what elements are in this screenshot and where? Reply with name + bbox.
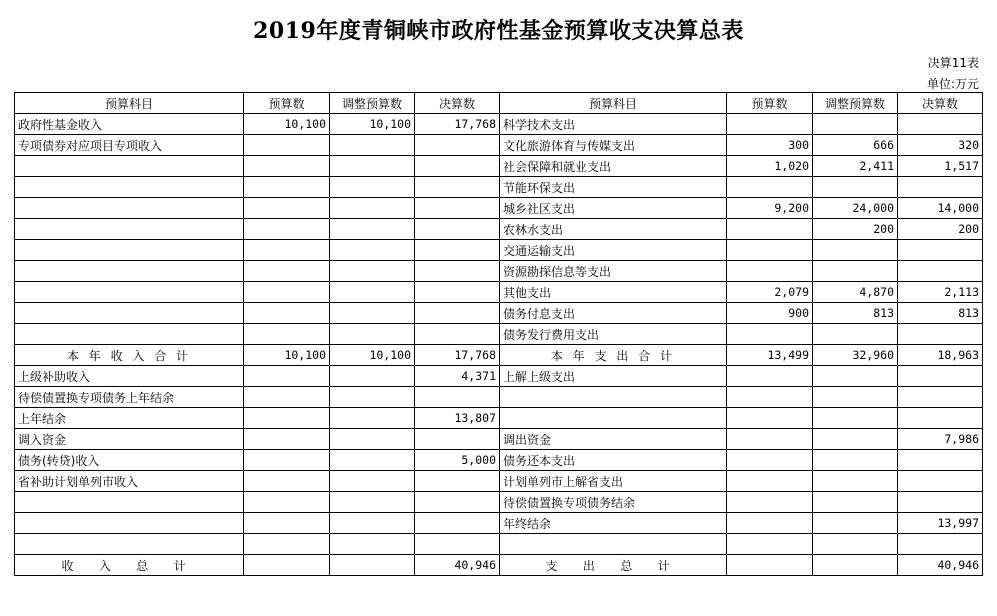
expenditure-item-cell: 城乡社区支出 <box>500 198 727 219</box>
table-row <box>15 303 983 324</box>
value-cell <box>415 219 500 240</box>
value-cell: 7,986 <box>898 429 983 450</box>
value-cell <box>727 366 813 387</box>
value-cell <box>330 324 415 345</box>
value-cell <box>727 219 813 240</box>
value-cell <box>244 240 330 261</box>
header-cell: 调整预算数 <box>813 93 898 114</box>
value-cell <box>813 114 898 135</box>
value-cell <box>727 534 813 555</box>
value-cell <box>415 156 500 177</box>
value-cell <box>244 177 330 198</box>
value-cell <box>727 450 813 471</box>
value-cell: 18,963 <box>898 345 983 366</box>
header-cell: 决算数 <box>415 93 500 114</box>
value-cell <box>727 261 813 282</box>
expenditure-item-cell: 文化旅游体育与传媒支出 <box>500 135 727 156</box>
value-cell <box>244 408 330 429</box>
value-cell <box>415 135 500 156</box>
unit-label: 单位:万元 <box>926 77 979 91</box>
value-cell <box>415 198 500 219</box>
value-cell: 24,000 <box>813 198 898 219</box>
table-row <box>15 534 983 555</box>
value-cell <box>244 387 330 408</box>
value-cell <box>898 240 983 261</box>
header-cell: 调整预算数 <box>330 93 415 114</box>
value-cell: 300 <box>727 135 813 156</box>
value-cell <box>330 534 415 555</box>
revenue-item-cell <box>15 198 244 219</box>
value-cell: 40,946 <box>898 555 983 576</box>
value-cell: 17,768 <box>415 114 500 135</box>
value-cell <box>244 303 330 324</box>
value-cell: 13,997 <box>898 513 983 534</box>
expenditure-item-cell: 债务发行费用支出 <box>500 324 727 345</box>
value-cell <box>330 408 415 429</box>
expenditure-item-cell <box>500 534 727 555</box>
value-cell <box>813 492 898 513</box>
value-cell <box>727 114 813 135</box>
table-row <box>15 387 983 408</box>
value-cell <box>415 492 500 513</box>
value-cell <box>330 450 415 471</box>
revenue-item-cell <box>15 492 244 513</box>
value-cell: 14,000 <box>898 198 983 219</box>
value-cell: 5,000 <box>415 450 500 471</box>
revenue-item-cell <box>15 219 244 240</box>
value-cell: 17,768 <box>415 345 500 366</box>
subtotal-row <box>15 345 983 366</box>
value-cell <box>415 177 500 198</box>
value-cell: 200 <box>813 219 898 240</box>
revenue-item-cell: 本 年 收 入 合 计 <box>15 345 244 366</box>
value-cell <box>244 492 330 513</box>
table-row <box>15 219 983 240</box>
value-cell <box>898 261 983 282</box>
value-cell <box>330 261 415 282</box>
value-cell <box>898 387 983 408</box>
value-cell: 40,946 <box>415 555 500 576</box>
value-cell <box>727 513 813 534</box>
revenue-item-cell: 专项债券对应项目专项收入 <box>15 135 244 156</box>
value-cell <box>330 240 415 261</box>
value-cell: 200 <box>898 219 983 240</box>
header-cell: 决算数 <box>898 93 983 114</box>
revenue-item-cell <box>15 240 244 261</box>
revenue-item-cell: 上年结余 <box>15 408 244 429</box>
value-cell <box>330 282 415 303</box>
expenditure-item-cell: 交通运输支出 <box>500 240 727 261</box>
value-cell <box>813 261 898 282</box>
value-cell: 4,371 <box>415 366 500 387</box>
value-cell <box>244 282 330 303</box>
value-cell <box>727 240 813 261</box>
value-cell: 4,870 <box>813 282 898 303</box>
budget-table <box>14 92 983 576</box>
revenue-item-cell <box>15 261 244 282</box>
header-cell: 预算科目 <box>500 93 727 114</box>
value-cell <box>330 555 415 576</box>
table-row <box>15 282 983 303</box>
value-cell <box>415 324 500 345</box>
value-cell <box>898 471 983 492</box>
value-cell <box>727 555 813 576</box>
value-cell <box>898 177 983 198</box>
table-row <box>15 135 983 156</box>
revenue-item-cell: 政府性基金收入 <box>15 114 244 135</box>
revenue-item-cell <box>15 156 244 177</box>
value-cell <box>727 471 813 492</box>
expenditure-item-cell <box>500 387 727 408</box>
value-cell <box>898 492 983 513</box>
value-cell <box>898 114 983 135</box>
table-row <box>15 261 983 282</box>
expenditure-item-cell: 债务付息支出 <box>500 303 727 324</box>
table-row <box>15 324 983 345</box>
value-cell <box>813 450 898 471</box>
value-cell <box>244 513 330 534</box>
expenditure-item-cell: 社会保障和就业支出 <box>500 156 727 177</box>
value-cell <box>330 513 415 534</box>
table-row <box>15 366 983 387</box>
value-cell <box>813 324 898 345</box>
value-cell: 1,020 <box>727 156 813 177</box>
value-cell <box>415 534 500 555</box>
value-cell <box>813 429 898 450</box>
value-cell: 10,100 <box>244 114 330 135</box>
header-cell: 预算数 <box>244 93 330 114</box>
value-cell: 813 <box>813 303 898 324</box>
value-cell: 13,807 <box>415 408 500 429</box>
value-cell: 10,100 <box>244 345 330 366</box>
value-cell <box>415 429 500 450</box>
table-row <box>15 492 983 513</box>
value-cell: 813 <box>898 303 983 324</box>
revenue-item-cell <box>15 324 244 345</box>
value-cell: 9,200 <box>727 198 813 219</box>
revenue-item-cell <box>15 534 244 555</box>
revenue-item-cell: 债务(转贷)收入 <box>15 450 244 471</box>
expenditure-item-cell <box>500 408 727 429</box>
table-row <box>15 450 983 471</box>
value-cell <box>813 408 898 429</box>
value-cell <box>330 303 415 324</box>
expenditure-item-cell: 本 年 支 出 合 计 <box>500 345 727 366</box>
value-cell <box>813 555 898 576</box>
value-cell <box>898 450 983 471</box>
header-cell: 预算数 <box>727 93 813 114</box>
expenditure-item-cell: 年终结余 <box>500 513 727 534</box>
value-cell <box>727 408 813 429</box>
revenue-item-cell: 收 入 总 计 <box>15 555 244 576</box>
value-cell <box>415 282 500 303</box>
table-row <box>15 408 983 429</box>
value-cell <box>813 387 898 408</box>
revenue-item-cell: 待偿债置换专项债务上年结余 <box>15 387 244 408</box>
expenditure-item-cell: 支 出 总 计 <box>500 555 727 576</box>
value-cell <box>813 366 898 387</box>
expenditure-item-cell: 调出资金 <box>500 429 727 450</box>
expenditure-item-cell: 计划单列市上解省支出 <box>500 471 727 492</box>
value-cell <box>330 219 415 240</box>
value-cell <box>727 177 813 198</box>
value-cell <box>415 387 500 408</box>
value-cell <box>244 135 330 156</box>
value-cell: 2,113 <box>898 282 983 303</box>
expenditure-item-cell: 节能环保支出 <box>500 177 727 198</box>
expenditure-item-cell: 农林水支出 <box>500 219 727 240</box>
value-cell <box>727 429 813 450</box>
table-row <box>15 177 983 198</box>
value-cell <box>244 429 330 450</box>
value-cell: 900 <box>727 303 813 324</box>
table-row <box>15 114 983 135</box>
value-cell <box>330 387 415 408</box>
value-cell <box>330 492 415 513</box>
value-cell <box>244 450 330 471</box>
value-cell <box>244 198 330 219</box>
value-cell: 1,517 <box>898 156 983 177</box>
table-row <box>15 240 983 261</box>
revenue-item-cell <box>15 282 244 303</box>
value-cell: 32,960 <box>813 345 898 366</box>
value-cell <box>727 387 813 408</box>
value-cell <box>415 303 500 324</box>
value-cell <box>330 429 415 450</box>
value-cell <box>330 471 415 492</box>
revenue-item-cell: 上级补助收入 <box>15 366 244 387</box>
page-title: 2019年度青铜峡市政府性基金预算收支决算总表 <box>253 18 744 44</box>
value-cell: 320 <box>898 135 983 156</box>
value-cell <box>244 156 330 177</box>
value-cell: 2,411 <box>813 156 898 177</box>
value-cell <box>813 513 898 534</box>
value-cell <box>244 219 330 240</box>
value-cell <box>813 471 898 492</box>
value-cell <box>898 534 983 555</box>
revenue-item-cell: 调入资金 <box>15 429 244 450</box>
table-row <box>15 429 983 450</box>
value-cell <box>244 324 330 345</box>
value-cell <box>415 240 500 261</box>
value-cell <box>415 471 500 492</box>
value-cell <box>415 513 500 534</box>
header-cell: 预算科目 <box>15 93 244 114</box>
revenue-item-cell <box>15 303 244 324</box>
grand-total-row <box>15 555 983 576</box>
value-cell <box>330 366 415 387</box>
value-cell <box>244 555 330 576</box>
value-cell <box>813 240 898 261</box>
value-cell <box>898 324 983 345</box>
table-row <box>15 156 983 177</box>
value-cell: 666 <box>813 135 898 156</box>
value-cell <box>244 534 330 555</box>
header-row <box>15 93 983 114</box>
value-cell: 13,499 <box>727 345 813 366</box>
value-cell <box>727 492 813 513</box>
expenditure-item-cell: 科学技术支出 <box>500 114 727 135</box>
revenue-item-cell: 省补助计划单列市收入 <box>15 471 244 492</box>
table-row <box>15 513 983 534</box>
expenditure-item-cell: 待偿债置换专项债务结余 <box>500 492 727 513</box>
value-cell <box>330 198 415 219</box>
value-cell <box>813 534 898 555</box>
value-cell <box>330 135 415 156</box>
value-cell <box>415 261 500 282</box>
expenditure-item-cell: 其他支出 <box>500 282 727 303</box>
table-row <box>15 198 983 219</box>
value-cell <box>244 261 330 282</box>
value-cell <box>727 324 813 345</box>
value-cell <box>244 366 330 387</box>
value-cell: 10,100 <box>330 345 415 366</box>
expenditure-item-cell: 上解上级支出 <box>500 366 727 387</box>
table-code: 决算11表 <box>927 56 979 70</box>
revenue-item-cell <box>15 513 244 534</box>
value-cell <box>330 156 415 177</box>
value-cell: 2,079 <box>727 282 813 303</box>
revenue-item-cell <box>15 177 244 198</box>
value-cell <box>898 366 983 387</box>
expenditure-item-cell: 资源勘探信息等支出 <box>500 261 727 282</box>
value-cell <box>898 408 983 429</box>
value-cell <box>330 177 415 198</box>
expenditure-item-cell: 债务还本支出 <box>500 450 727 471</box>
value-cell: 10,100 <box>330 114 415 135</box>
table-row <box>15 471 983 492</box>
value-cell <box>244 471 330 492</box>
value-cell <box>813 177 898 198</box>
